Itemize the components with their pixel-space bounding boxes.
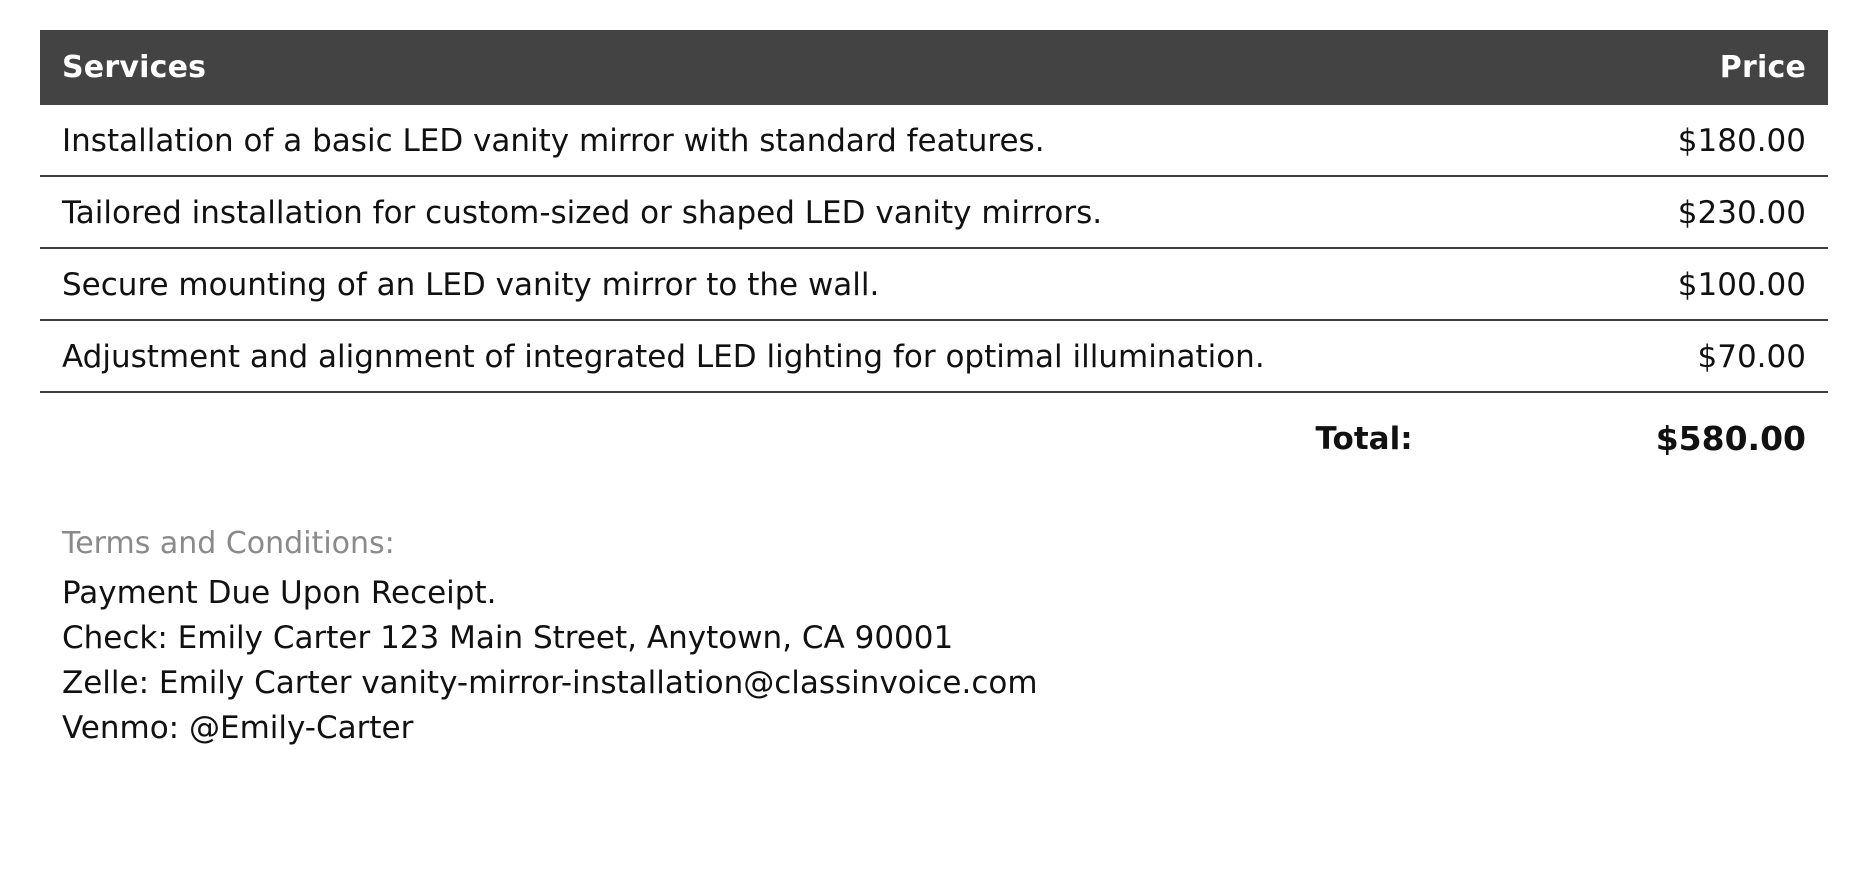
terms-line-check: Check: Emily Carter 123 Main Street, Anytown, CA 90001 <box>62 619 954 656</box>
table-row <box>40 248 1828 320</box>
service-price: $70.00 <box>1435 320 1828 392</box>
service-description: Tailored installation for custom-sized or shaped LED vanity mirrors. <box>40 176 1435 248</box>
table-row <box>40 176 1828 248</box>
service-description: Secure mounting of an LED vanity mirror to the wall. <box>40 248 1435 320</box>
service-price: $230.00 <box>1435 176 1828 248</box>
total-value: $580.00 <box>1655 419 1806 458</box>
service-description: Installation of a basic LED vanity mirror with standard features. <box>40 105 1435 176</box>
table-header-row <box>40 30 1828 105</box>
table-row <box>40 320 1828 392</box>
service-price: $180.00 <box>1435 105 1828 176</box>
terms-line-zelle: Zelle: Emily Carter vanity-mirror-installation@classinvoice.com <box>62 664 1038 701</box>
table-header <box>40 30 1828 105</box>
terms-title: Terms and Conditions: <box>62 526 395 561</box>
terms-and-conditions <box>40 526 1828 751</box>
column-header-price: Price <box>1435 30 1828 105</box>
service-description: Adjustment and alignment of integrated LED lighting for optimal illumination. <box>40 320 1435 392</box>
terms-line-payment: Payment Due Upon Receipt. <box>62 575 497 611</box>
terms-line-venmo: Venmo: @Emily-Carter <box>62 709 414 746</box>
column-header-services: Services <box>40 30 1435 105</box>
total-row <box>40 392 1828 474</box>
table-body <box>40 105 1828 474</box>
service-price: $100.00 <box>1435 248 1828 320</box>
services-table <box>40 30 1828 474</box>
total-label: Total: <box>1315 420 1413 457</box>
table-row <box>40 105 1828 176</box>
